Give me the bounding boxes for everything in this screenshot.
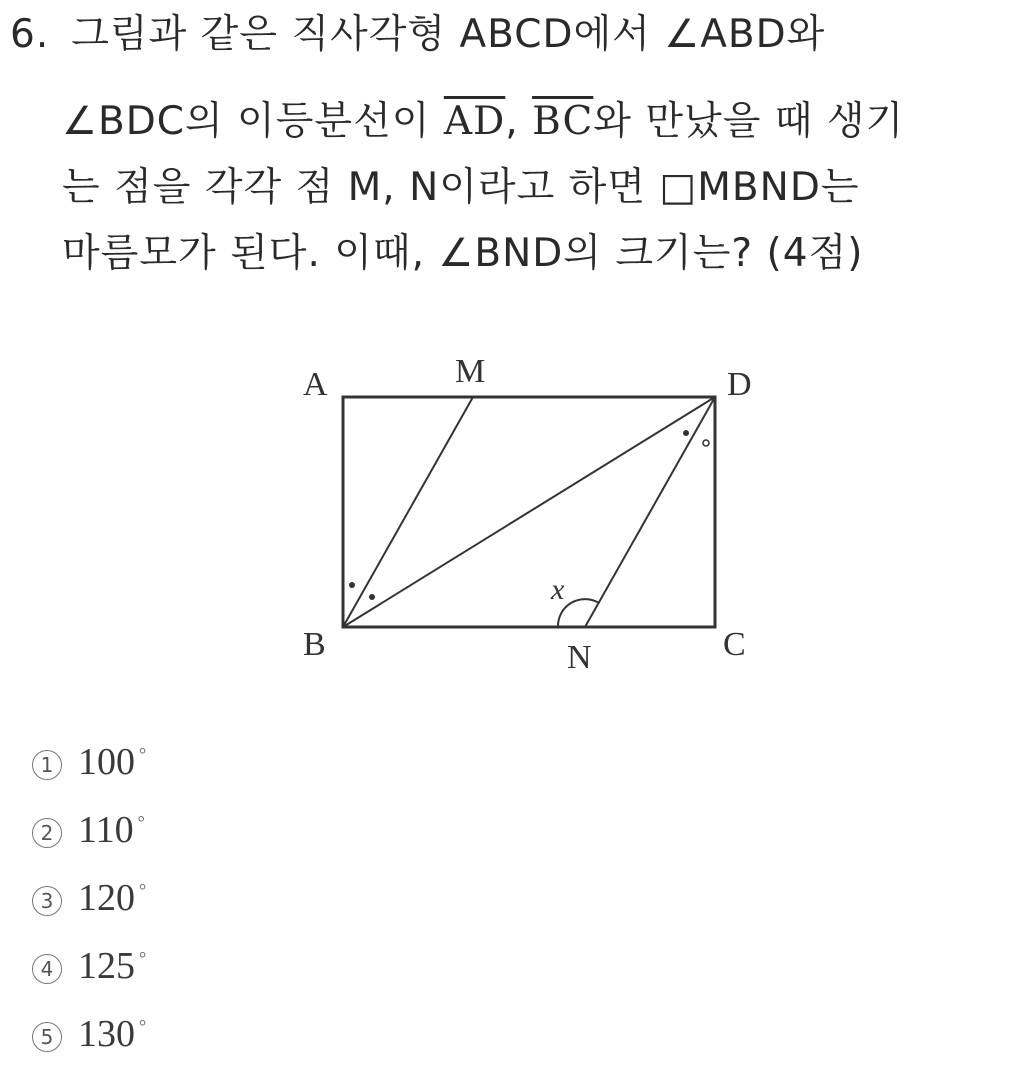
choice-1-unit: ° [139,744,147,765]
label-m: M [455,353,486,390]
label-a: A [303,366,328,403]
choice-2-mark: 2 [32,818,62,848]
question-line-1 [10,10,825,60]
diagonal-bd [343,397,715,627]
label-c: C [723,626,746,663]
question-number: 6. [10,12,50,57]
choice-1[interactable] [32,740,146,784]
label-n: N [567,639,592,676]
choice-4-value: 125 [78,945,135,987]
choice-3-mark: 3 [32,886,62,916]
angle-mark-b1 [349,582,355,588]
choice-4[interactable] [32,944,146,988]
choice-5[interactable] [32,1012,146,1056]
question-text-1: 그림과 같은 직사각형 ABCD에서 ∠ABD와 [71,12,826,57]
choice-3-unit: ° [139,880,147,901]
choice-5-mark: 5 [32,1022,62,1052]
question-line-3: 는 점을 각각 점 M, N이라고 하면 □MBND는 [62,165,860,210]
choice-3-value: 120 [78,877,135,919]
segment-ad: $\overline{AD}$ [443,99,506,144]
choice-3[interactable] [32,876,146,920]
segment-bm [343,397,473,627]
question-text-2a: ∠BDC의 이등분선이 [62,99,444,144]
question-text-2b: , [505,99,533,144]
question-line-4: 마름모가 된다. 이때, ∠BND의 크기는? (4점) [62,231,864,276]
choice-2-unit: ° [137,812,145,833]
choice-4-mark: 4 [32,954,62,984]
segment-bc: $\overline{BC}$ [532,99,594,144]
choice-1-value: 100 [78,741,135,783]
angle-mark-d1 [683,430,689,436]
question-line-2 [62,97,904,147]
rectangle-figure [295,340,775,690]
angle-mark-d2 [703,440,709,446]
choice-5-unit: ° [139,1016,147,1037]
label-b: B [303,626,326,663]
label-x: x [551,573,565,606]
question-text-2c: 와 만났을 때 생기 [593,99,905,144]
choice-2-value: 110 [78,809,134,851]
label-d: D [727,366,752,403]
angle-mark-b2 [369,594,375,600]
segment-dn [585,397,715,627]
choice-5-value: 130 [78,1013,135,1055]
choice-2[interactable] [32,808,145,852]
choice-1-mark: 1 [32,750,62,780]
choice-4-unit: ° [139,948,147,969]
